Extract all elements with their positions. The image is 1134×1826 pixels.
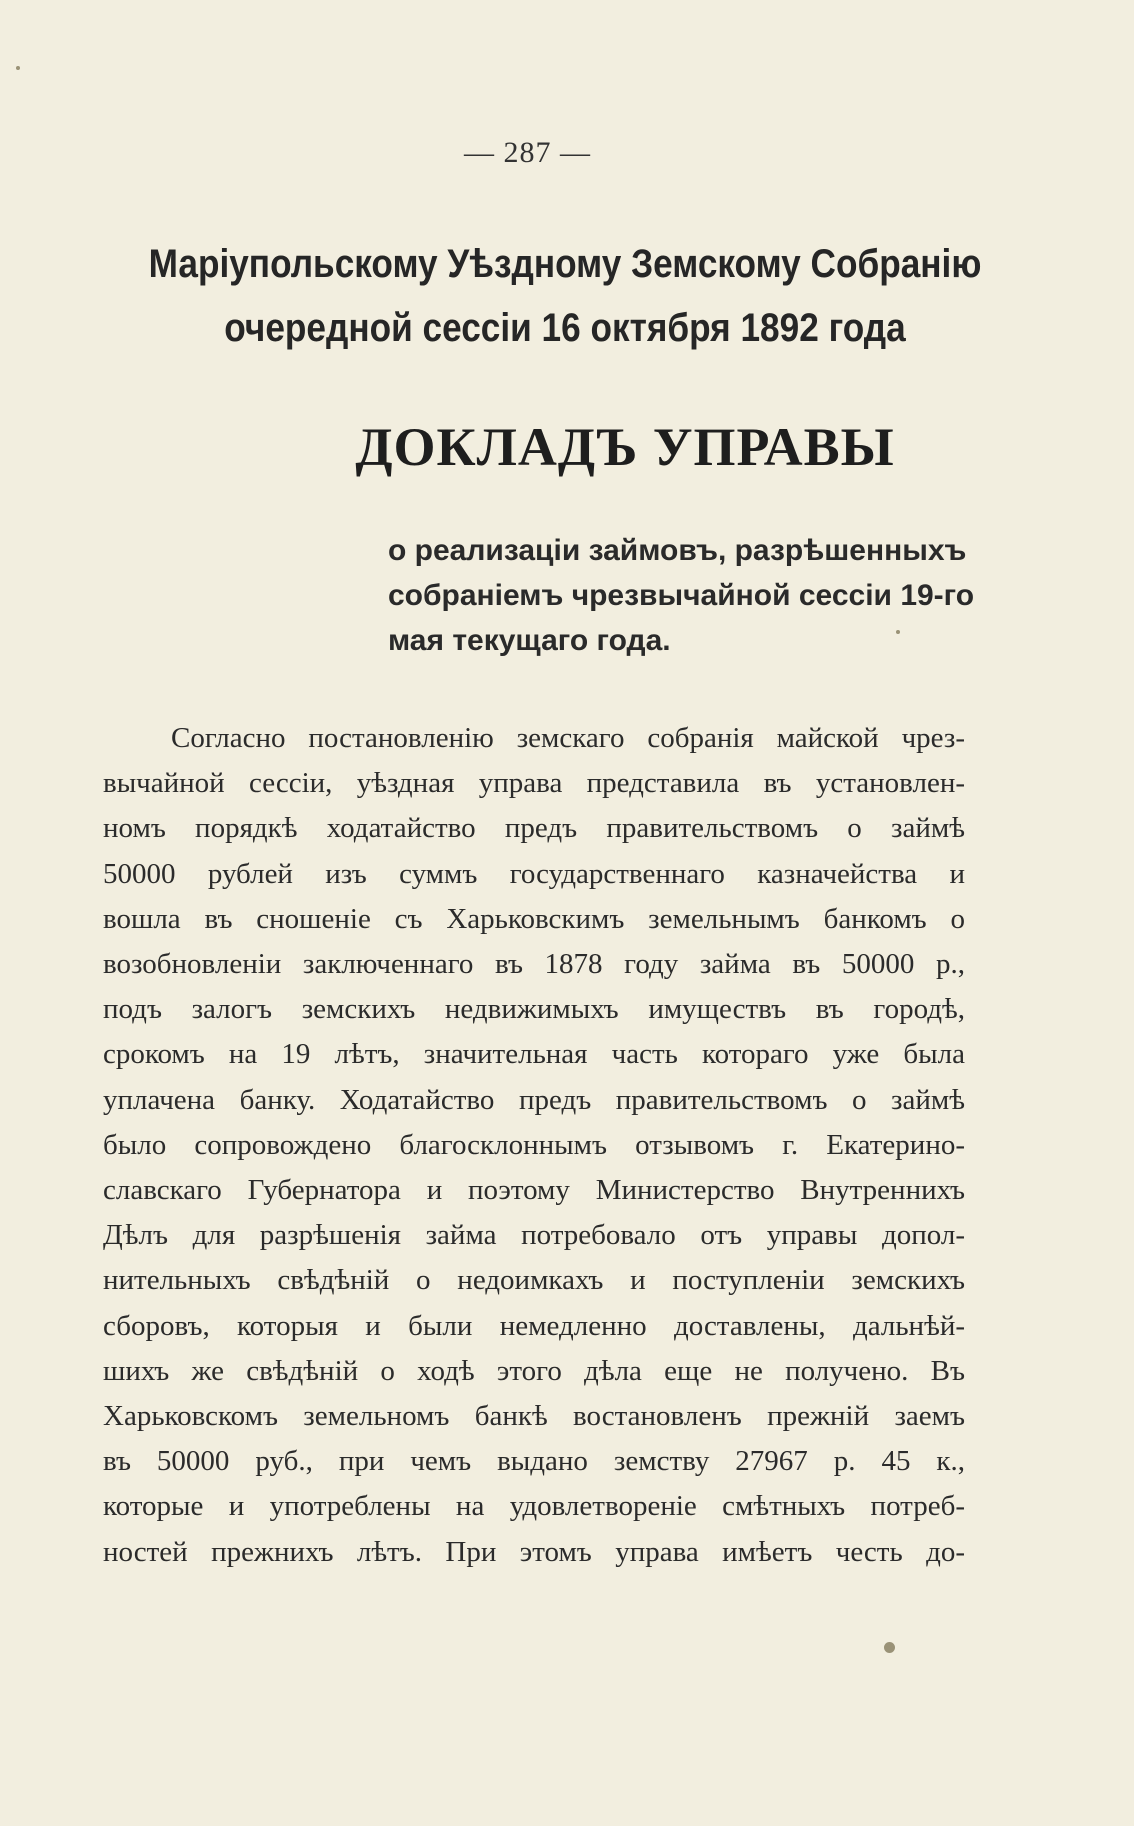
document-header (121, 232, 1010, 360)
report-title: ДОКЛАДЪ УПРАВЫ (355, 417, 895, 477)
body-line: возобновленіи заключеннаго въ 1878 году займа въ 50000 р., (103, 948, 965, 981)
body-line: сборовъ, которыя и были немедленно доставлены, дальнѣй- (103, 1309, 965, 1342)
body-line: было сопровождено благосклоннымъ отзывомъ г. Екатерино- (103, 1128, 965, 1161)
header-line-1: Маріупольскому Уѣздному Земскому Собранію (148, 242, 982, 286)
body-line: въ 50000 руб., при чемъ выдано земству 27967 р. 45 к., (103, 1445, 965, 1478)
body-line: уплачена банку. Ходатайство предъ правительствомъ о займѣ (103, 1083, 965, 1116)
body-line: шихъ же свѣдѣній о ходѣ этого дѣла еще не получено. Въ (103, 1354, 965, 1387)
page-number: — 287 — (464, 136, 591, 169)
subtitle-line: о реализаціи займовъ, разрѣшенныхъ (388, 534, 967, 567)
body-line: срокомъ на 19 лѣтъ, значительная часть котораго уже была (103, 1038, 965, 1071)
body-line: вычайной сессіи, уѣздная управа представила въ установлен- (103, 767, 965, 800)
body-line: нительныхъ свѣдѣній о недоимкахъ и поступленіи земскихъ (103, 1264, 965, 1297)
paper-speck (16, 66, 20, 70)
header-line-2: очередной сессіи 16 октября 1892 года (224, 306, 906, 350)
body-paragraph (103, 716, 965, 1575)
body-line: Харьковскомъ земельномъ банкѣ востановленъ прежній заемъ (103, 1400, 965, 1433)
subtitle-line: собраніемъ чрезвычайной сессіи 19-го (388, 579, 975, 612)
body-line: Согласно постановленію земскаго собранія майской чрез- (171, 722, 965, 754)
body-line: вошла въ сношеніе съ Харьковскимъ земельнымъ банкомъ о (103, 902, 965, 935)
body-line: подъ залогъ земскихъ недвижимыхъ имуществъ въ городѣ, (103, 993, 965, 1026)
body-line: которые и употреблены на удовлетвореніе смѣтныхъ потреб- (103, 1490, 965, 1523)
body-line: номъ порядкѣ ходатайство предъ правительствомъ о займѣ (103, 812, 965, 845)
body-line: ностей прежнихъ лѣтъ. При этомъ управа имѣетъ честь до- (103, 1535, 965, 1568)
report-subtitle (388, 528, 975, 663)
body-line: 50000 рублей изъ суммъ государственнаго казначейства и (103, 857, 965, 890)
paper-speck (884, 1642, 895, 1653)
subtitle-line: мая текущаго года. (388, 624, 671, 657)
paper-speck (896, 630, 900, 634)
body-line: Дѣлъ для разрѣшенія займа потребовало отъ управы допол- (103, 1219, 965, 1252)
body-line: славскаго Губернатора и поэтому Министерство Внутреннихъ (103, 1174, 965, 1207)
